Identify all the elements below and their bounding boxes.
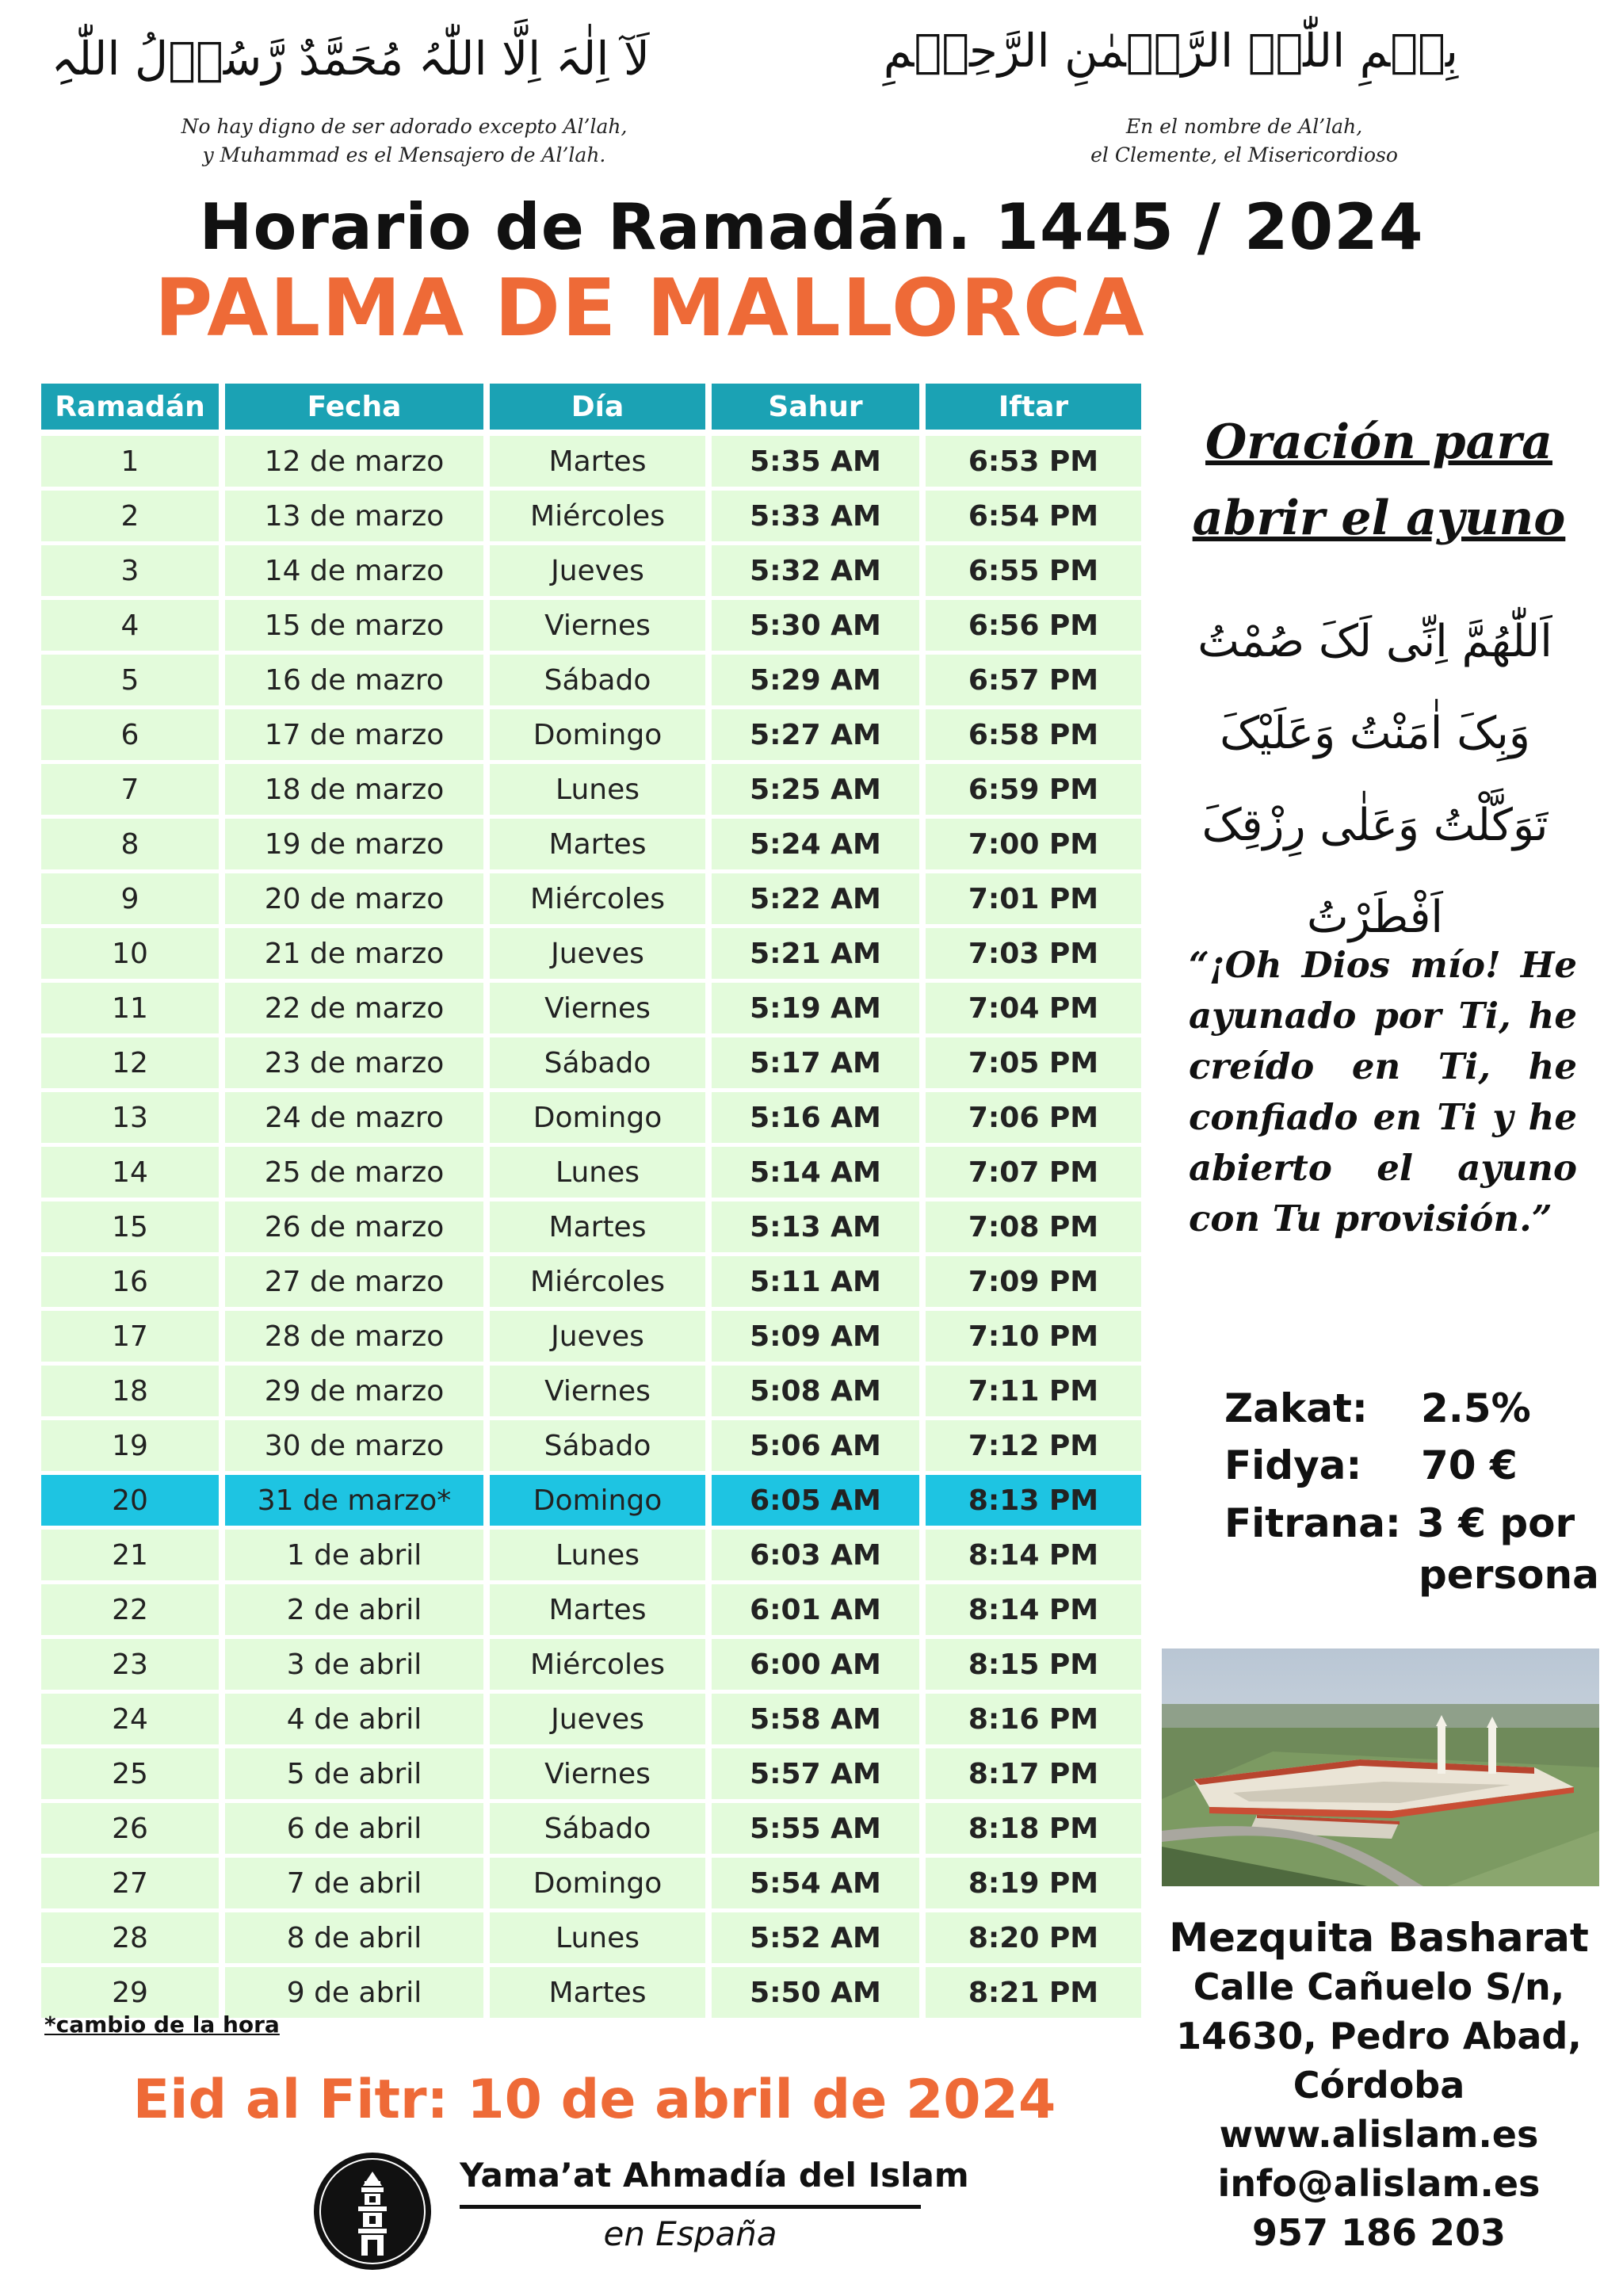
sahur-time-cell: 5:14 AM bbox=[712, 1147, 919, 1198]
date-cell: 5 de abril bbox=[225, 1748, 483, 1799]
iftar-time-cell: 8:17 PM bbox=[926, 1748, 1141, 1799]
weekday-cell: Miércoles bbox=[490, 1639, 705, 1690]
date-cell: 14 de marzo bbox=[225, 545, 483, 596]
ramadan-day-cell: 25 bbox=[41, 1748, 219, 1799]
weekday-cell: Sábado bbox=[490, 1803, 705, 1854]
ramadan-day-cell: 3 bbox=[41, 545, 219, 596]
iftar-time-cell: 7:03 PM bbox=[926, 928, 1141, 979]
table-row bbox=[41, 1803, 1143, 1854]
iftar-time-cell: 7:12 PM bbox=[926, 1420, 1141, 1471]
ramadan-day-cell: 18 bbox=[41, 1366, 219, 1416]
column-header-dia: Día bbox=[490, 384, 705, 430]
mosque-website-link[interactable]: www.alislam.es bbox=[1219, 2113, 1539, 2156]
sahur-time-cell: 5:16 AM bbox=[712, 1092, 919, 1143]
mosque-name: Mezquita Basharat bbox=[1169, 1915, 1589, 1961]
weekday-cell: Miércoles bbox=[490, 1256, 705, 1307]
table-row bbox=[41, 1366, 1143, 1416]
weekday-cell: Viernes bbox=[490, 1366, 705, 1416]
date-cell: 16 de mazro bbox=[225, 655, 483, 705]
table-row bbox=[41, 819, 1143, 869]
column-header-iftar: Iftar bbox=[926, 384, 1141, 430]
iftar-time-cell: 7:06 PM bbox=[926, 1092, 1141, 1143]
table-row bbox=[41, 1530, 1143, 1580]
table-row bbox=[41, 1748, 1143, 1799]
weekday-cell: Viernes bbox=[490, 600, 705, 651]
ramadan-day-cell: 14 bbox=[41, 1147, 219, 1198]
weekday-cell: Domingo bbox=[490, 1858, 705, 1908]
date-cell: 28 de marzo bbox=[225, 1311, 483, 1362]
prayer-title-line-2: abrir el ayuno bbox=[1192, 491, 1566, 546]
date-cell: 21 de marzo bbox=[225, 928, 483, 979]
table-row bbox=[41, 545, 1143, 596]
table-row bbox=[41, 1475, 1143, 1526]
ramadan-day-cell: 13 bbox=[41, 1092, 219, 1143]
page-title: Horario de Ramadán. 1445 / 2024 bbox=[199, 190, 1424, 264]
date-cell: 20 de marzo bbox=[225, 873, 483, 924]
weekday-cell: Miércoles bbox=[490, 491, 705, 541]
sahur-time-cell: 6:01 AM bbox=[712, 1584, 919, 1635]
date-cell: 19 de marzo bbox=[225, 819, 483, 869]
table-row bbox=[41, 764, 1143, 815]
table-row bbox=[41, 655, 1143, 705]
sahur-time-cell: 5:55 AM bbox=[712, 1803, 919, 1854]
mosque-phone: 957 186 203 bbox=[1251, 2211, 1507, 2254]
date-cell: 25 de marzo bbox=[225, 1147, 483, 1198]
iftar-time-cell: 7:09 PM bbox=[926, 1256, 1141, 1307]
ramadan-day-cell: 12 bbox=[41, 1037, 219, 1088]
sahur-time-cell: 6:03 AM bbox=[712, 1530, 919, 1580]
weekday-cell: Jueves bbox=[490, 1311, 705, 1362]
weekday-cell: Martes bbox=[490, 1584, 705, 1635]
mosque-address-line-2: 14630, Pedro Abad, bbox=[1176, 2015, 1582, 2057]
sahur-time-cell: 5:33 AM bbox=[712, 491, 919, 541]
iftar-time-cell: 7:10 PM bbox=[926, 1311, 1141, 1362]
weekday-cell: Domingo bbox=[490, 1475, 705, 1526]
table-row bbox=[41, 1037, 1143, 1088]
sahur-time-cell: 5:19 AM bbox=[712, 983, 919, 1033]
mosque-email-link[interactable]: info@alislam.es bbox=[1217, 2162, 1541, 2205]
mosque-aerial-photo bbox=[1162, 1648, 1599, 1886]
table-row bbox=[41, 1201, 1143, 1252]
iftar-time-cell: 8:19 PM bbox=[926, 1858, 1141, 1908]
mosque-contact bbox=[1149, 1913, 1609, 2257]
iftar-time-cell: 7:00 PM bbox=[926, 819, 1141, 869]
sahur-time-cell: 5:58 AM bbox=[712, 1694, 919, 1744]
sahur-time-cell: 5:30 AM bbox=[712, 600, 919, 651]
iftar-time-cell: 8:21 PM bbox=[926, 1967, 1141, 2018]
date-cell: 18 de marzo bbox=[225, 764, 483, 815]
arabic-dua bbox=[1165, 596, 1585, 964]
ramadan-day-cell: 29 bbox=[41, 1967, 219, 2018]
shahada-calligraphy: لَآ اِلٰہَ اِلَّا اللّٰہُ مُحَمَّدٌ رَّسُوۡلُ اللّٰہِ bbox=[51, 32, 650, 86]
weekday-cell: Sábado bbox=[490, 655, 705, 705]
ramadan-day-cell: 28 bbox=[41, 1912, 219, 1963]
sahur-time-cell: 5:06 AM bbox=[712, 1420, 919, 1471]
bismillah-caption bbox=[1030, 113, 1458, 170]
date-cell: 27 de marzo bbox=[225, 1256, 483, 1307]
ramadan-day-cell: 17 bbox=[41, 1311, 219, 1362]
iftar-time-cell: 8:16 PM bbox=[926, 1694, 1141, 1744]
table-row bbox=[41, 1311, 1143, 1362]
date-cell: 7 de abril bbox=[225, 1858, 483, 1908]
table-row bbox=[41, 873, 1143, 924]
ramadan-day-cell: 27 bbox=[41, 1858, 219, 1908]
date-cell: 26 de marzo bbox=[225, 1201, 483, 1252]
ramadan-day-cell: 21 bbox=[41, 1530, 219, 1580]
table-row bbox=[41, 928, 1143, 979]
iftar-time-cell: 8:14 PM bbox=[926, 1584, 1141, 1635]
ramadan-schedule-table bbox=[41, 384, 1143, 2022]
date-cell: 17 de marzo bbox=[225, 709, 483, 760]
iftar-time-cell: 6:59 PM bbox=[926, 764, 1141, 815]
table-row bbox=[41, 1147, 1143, 1198]
shahada-caption-line-1: No hay digno de ser adorado excepto Al’lah, bbox=[181, 115, 628, 138]
date-cell: 23 de marzo bbox=[225, 1037, 483, 1088]
sahur-time-cell: 5:11 AM bbox=[712, 1256, 919, 1307]
table-row bbox=[41, 436, 1143, 487]
iftar-time-cell: 7:04 PM bbox=[926, 983, 1141, 1033]
table-row bbox=[41, 1967, 1143, 2018]
shahada-caption bbox=[143, 113, 666, 170]
weekday-cell: Viernes bbox=[490, 1748, 705, 1799]
dua-line-4: اَفْطَرْتُ bbox=[1307, 892, 1443, 943]
dua-translation: “¡Oh Dios mío! He ayunado por Ti, he creído en Ti, he confiado en Ti y he abierto el ayuno con Tu provisión.” bbox=[1189, 944, 1577, 1240]
iftar-time-cell: 6:56 PM bbox=[926, 600, 1141, 651]
eid-date: Eid al Fitr: 10 de abril de 2024 bbox=[132, 2069, 1056, 2131]
table-row bbox=[41, 1639, 1143, 1690]
table-row bbox=[41, 1092, 1143, 1143]
ramadan-day-cell: 19 bbox=[41, 1420, 219, 1471]
weekday-cell: Jueves bbox=[490, 1694, 705, 1744]
weekday-cell: Martes bbox=[490, 436, 705, 487]
ramadan-day-cell: 16 bbox=[41, 1256, 219, 1307]
sahur-time-cell: 5:52 AM bbox=[712, 1912, 919, 1963]
date-cell: 30 de marzo bbox=[225, 1420, 483, 1471]
iftar-time-cell: 6:57 PM bbox=[926, 655, 1141, 705]
ramadan-day-cell: 2 bbox=[41, 491, 219, 541]
date-cell: 9 de abril bbox=[225, 1967, 483, 2018]
ahmadiyya-minaret-logo-icon bbox=[312, 2151, 433, 2271]
prayer-title-line-1: Oración para bbox=[1205, 415, 1552, 470]
dua-line-2: وَبِکَ اٰمَنْتُ وَعَلَیْکَ bbox=[1220, 708, 1530, 759]
ramadan-day-cell: 15 bbox=[41, 1201, 219, 1252]
weekday-cell: Viernes bbox=[490, 983, 705, 1033]
sahur-time-cell: 5:21 AM bbox=[712, 928, 919, 979]
sahur-time-cell: 5:22 AM bbox=[712, 873, 919, 924]
sahur-time-cell: 5:13 AM bbox=[712, 1201, 919, 1252]
iftar-time-cell: 8:15 PM bbox=[926, 1639, 1141, 1690]
weekday-cell: Jueves bbox=[490, 928, 705, 979]
date-cell: 2 de abril bbox=[225, 1584, 483, 1635]
ramadan-day-cell: 9 bbox=[41, 873, 219, 924]
sahur-time-cell: 6:00 AM bbox=[712, 1639, 919, 1690]
dua-line-3: تَوَکَّلْتُ وَعَلٰی رِزْقِکَ bbox=[1201, 800, 1549, 851]
ramadan-day-cell: 7 bbox=[41, 764, 219, 815]
zakat-value: 2.5% bbox=[1421, 1385, 1531, 1431]
weekday-cell: Jueves bbox=[490, 545, 705, 596]
column-header-sahur: Sahur bbox=[712, 384, 919, 430]
organization-divider bbox=[460, 2205, 921, 2209]
weekday-cell: Domingo bbox=[490, 709, 705, 760]
table-row bbox=[41, 983, 1143, 1033]
ramadan-day-cell: 8 bbox=[41, 819, 219, 869]
table-row bbox=[41, 1420, 1143, 1471]
date-cell: 29 de marzo bbox=[225, 1366, 483, 1416]
weekday-cell: Martes bbox=[490, 1967, 705, 2018]
fidya-label: Fidya: bbox=[1224, 1442, 1362, 1488]
date-cell: 1 de abril bbox=[225, 1530, 483, 1580]
sahur-time-cell: 5:35 AM bbox=[712, 436, 919, 487]
weekday-cell: Miércoles bbox=[490, 873, 705, 924]
bismillah-caption-line-2: el Clemente, el Misericordioso bbox=[1090, 143, 1398, 166]
iftar-time-cell: 6:54 PM bbox=[926, 491, 1141, 541]
date-cell: 15 de marzo bbox=[225, 600, 483, 651]
weekday-cell: Lunes bbox=[490, 1147, 705, 1198]
ramadan-day-cell: 6 bbox=[41, 709, 219, 760]
date-cell: 31 de marzo* bbox=[225, 1475, 483, 1526]
sahur-time-cell: 5:27 AM bbox=[712, 709, 919, 760]
weekday-cell: Sábado bbox=[490, 1420, 705, 1471]
weekday-cell: Lunes bbox=[490, 1912, 705, 1963]
ramadan-day-cell: 24 bbox=[41, 1694, 219, 1744]
city-title: PALMA DE MALLORCA bbox=[155, 262, 1146, 354]
ramadan-day-cell: 4 bbox=[41, 600, 219, 651]
table-row bbox=[41, 1912, 1143, 1963]
iftar-time-cell: 7:01 PM bbox=[926, 873, 1141, 924]
fitrana-value-line-2: persona bbox=[1419, 1552, 1599, 1598]
sahur-time-cell: 5:57 AM bbox=[712, 1748, 919, 1799]
column-header-ramadan: Ramadán bbox=[41, 384, 219, 430]
table-body bbox=[41, 436, 1143, 2018]
table-header-row bbox=[41, 384, 1143, 430]
iftar-time-cell: 8:14 PM bbox=[926, 1530, 1141, 1580]
table-row bbox=[41, 709, 1143, 760]
date-cell: 13 de marzo bbox=[225, 491, 483, 541]
sahur-time-cell: 5:24 AM bbox=[712, 819, 919, 869]
mosque-address-line-3: Córdoba bbox=[1293, 2064, 1465, 2107]
weekday-cell: Sábado bbox=[490, 1037, 705, 1088]
sahur-time-cell: 5:32 AM bbox=[712, 545, 919, 596]
mosque-address-line-1: Calle Cañuelo S/n, bbox=[1193, 1966, 1565, 2008]
zakat-label: Zakat: bbox=[1224, 1385, 1368, 1431]
table-row bbox=[41, 1694, 1143, 1744]
ramadan-day-cell: 1 bbox=[41, 436, 219, 487]
iftar-time-cell: 7:11 PM bbox=[926, 1366, 1141, 1416]
bismillah-caption-line-1: En el nombre de Al’lah, bbox=[1125, 115, 1363, 138]
date-cell: 24 de mazro bbox=[225, 1092, 483, 1143]
sahur-time-cell: 5:29 AM bbox=[712, 655, 919, 705]
fitrana-label: Fitrana: bbox=[1224, 1500, 1401, 1546]
iftar-time-cell: 6:55 PM bbox=[926, 545, 1141, 596]
date-cell: 4 de abril bbox=[225, 1694, 483, 1744]
date-cell: 22 de marzo bbox=[225, 983, 483, 1033]
iftar-time-cell: 7:05 PM bbox=[926, 1037, 1141, 1088]
date-cell: 8 de abril bbox=[225, 1912, 483, 1963]
iftar-time-cell: 8:18 PM bbox=[926, 1803, 1141, 1854]
table-row bbox=[41, 600, 1143, 651]
ramadan-day-cell: 20 bbox=[41, 1475, 219, 1526]
sahur-time-cell: 5:08 AM bbox=[712, 1366, 919, 1416]
ramadan-day-cell: 23 bbox=[41, 1639, 219, 1690]
fitrana-value-line-1: 3 € por bbox=[1417, 1500, 1575, 1546]
fidya-value: 70 € bbox=[1421, 1442, 1518, 1488]
table-row bbox=[41, 1858, 1143, 1908]
sahur-time-cell: 5:25 AM bbox=[712, 764, 919, 815]
time-change-footnote: *cambio de la hora bbox=[44, 2011, 280, 2038]
weekday-cell: Domingo bbox=[490, 1092, 705, 1143]
sahur-time-cell: 6:05 AM bbox=[712, 1475, 919, 1526]
organization-subtitle: en España bbox=[603, 2214, 777, 2253]
weekday-cell: Lunes bbox=[490, 764, 705, 815]
ramadan-day-cell: 11 bbox=[41, 983, 219, 1033]
iftar-time-cell: 7:08 PM bbox=[926, 1201, 1141, 1252]
sahur-time-cell: 5:09 AM bbox=[712, 1311, 919, 1362]
organization-name: Yama’at Ahmadía del Islam bbox=[460, 2156, 969, 2195]
table-row bbox=[41, 491, 1143, 541]
ramadan-day-cell: 10 bbox=[41, 928, 219, 979]
date-cell: 3 de abril bbox=[225, 1639, 483, 1690]
ramadan-day-cell: 26 bbox=[41, 1803, 219, 1854]
dua-line-1: اَللّٰھُمَّ اِنِّی لَکَ صُمْتُ bbox=[1197, 616, 1552, 667]
bismillah-calligraphy: بِسۡمِ اللّٰہِ الرَّحۡمٰنِ الرَّحِیۡمِ bbox=[883, 24, 1458, 78]
sahur-time-cell: 5:54 AM bbox=[712, 1858, 919, 1908]
table-row bbox=[41, 1256, 1143, 1307]
iftar-time-cell: 8:13 PM bbox=[926, 1475, 1141, 1526]
table-row bbox=[41, 1584, 1143, 1635]
iftar-time-cell: 7:07 PM bbox=[926, 1147, 1141, 1198]
iftar-time-cell: 8:20 PM bbox=[926, 1912, 1141, 1963]
sahur-time-cell: 5:17 AM bbox=[712, 1037, 919, 1088]
weekday-cell: Martes bbox=[490, 819, 705, 869]
sahur-time-cell: 5:50 AM bbox=[712, 1967, 919, 2018]
ramadan-day-cell: 5 bbox=[41, 655, 219, 705]
iftar-time-cell: 6:58 PM bbox=[926, 709, 1141, 760]
iftar-time-cell: 6:53 PM bbox=[926, 436, 1141, 487]
weekday-cell: Lunes bbox=[490, 1530, 705, 1580]
weekday-cell: Martes bbox=[490, 1201, 705, 1252]
date-cell: 12 de marzo bbox=[225, 436, 483, 487]
column-header-fecha: Fecha bbox=[225, 384, 483, 430]
shahada-caption-line-2: y Muhammad es el Mensajero de Al’lah. bbox=[202, 143, 606, 166]
ramadan-day-cell: 22 bbox=[41, 1584, 219, 1635]
prayer-title bbox=[1173, 404, 1585, 556]
date-cell: 6 de abril bbox=[225, 1803, 483, 1854]
